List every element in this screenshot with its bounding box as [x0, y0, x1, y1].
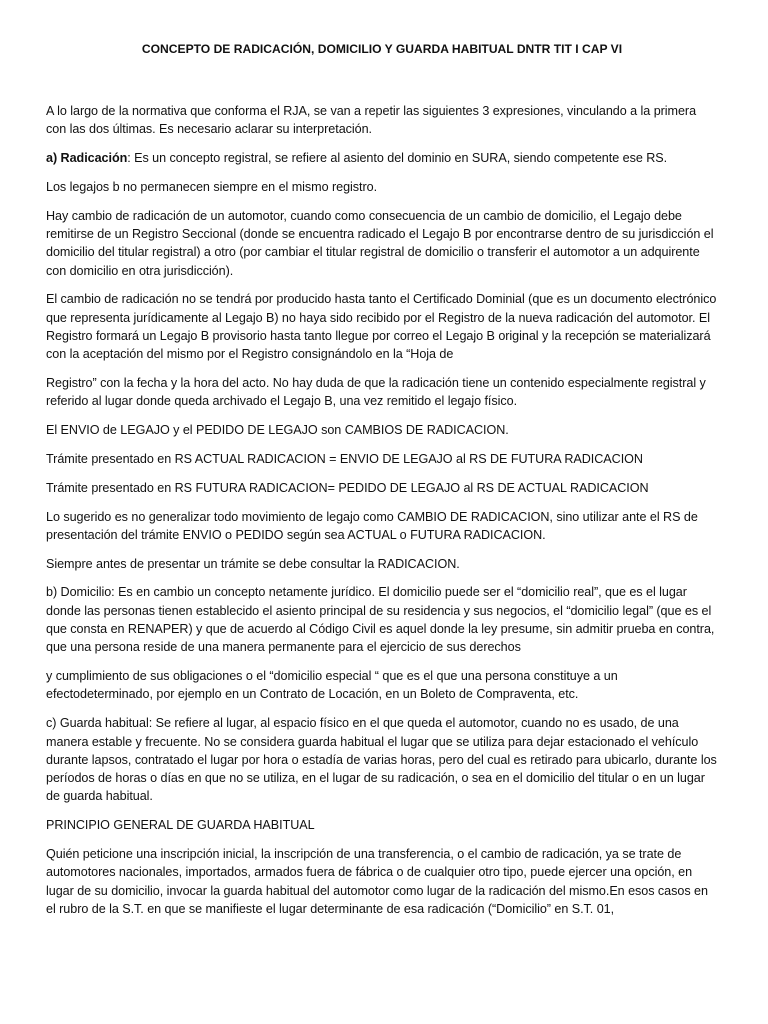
paragraph-tramite-futura: Trámite presentado en RS FUTURA RADICACION= PEDIDO DE LEGAJO al RS DE ACTUAL RADICACION	[46, 480, 649, 495]
paragraph-guarda-habitual: c) Guarda habitual: Se refiere al lugar, al espacio físico en el que queda el automotor, cuando no es usado, de una manera estable y frecuente. No se considera guarda habitual el lugar que se utiliza para dejar estacionado el vehículo durante lapsos, contratado el lugar por hora o estadía de varias horas, pero del cual es retirado para ubicarlo, durante los períodos de horas o días en que no se utiliza, en el lugar de su radicación, o sea en el domicilio del titular o en un lugar de guarda habitual.	[46, 716, 717, 804]
paragraph-radicacion	[46, 149, 718, 167]
paragraph-intro: A lo largo de la normativa que conforma el RJA, se van a repetir las siguientes 3 expresiones, vinculando a la primera con las dos últimas. Es necesario aclarar su interpretación.	[46, 104, 697, 137]
paragraph-quien-peticione: Quién peticione una inscripción inicial, la inscripción de una transferencia, o el cambio de radicación, ya se trate de automotores nacionales, importados, armados fuera de fábrica o de cualquier otro tipo, puede ejercer una opción, en lugar de su domicilio, invocar la guarda habitual del automotor como lugar de la radicación del mismo.En esos casos en el rubro de la S.T. en que se manifieste el lugar determinante de esa radicación (“Domicilio” en S.T. 01,	[46, 847, 708, 916]
paragraph-cambio-radicacion: Hay cambio de radicación de un automotor, cuando como consecuencia de un cambio de domicilio, el Legajo debe remitirse de un Registro Seccional (donde se encuentra radicado el Legajo B por encontrarse dentro de su jurisdicción el domicilio del titular registral) a otro (por cambiar el titular registral de domicilio o transferir el automotor a un adquirente con domicilio en otra jurisdicción).	[46, 208, 714, 278]
paragraph-principio-general: PRINCIPIO GENERAL DE GUARDA HABITUAL	[46, 818, 315, 833]
paragraph-certificado-dominial: El cambio de radicación no se tendrá por producido hasta tanto el Certificado Dominial (que es un documento electrónico que representa jurídicamente al Legajo B) no haya sido recibido por el Registro de la nueva radicación del automotor. El Registro formará un Legajo B provisorio hasta tanto llegue por correo el Legajo B original y la recepción se materializará con la aceptación del mismo por el Registro consignándolo en la “Hoja de	[46, 292, 717, 362]
document-title: CONCEPTO DE RADICACIÓN, DOMICILIO Y GUARDA HABITUAL DNTR TIT I CAP VI	[141, 42, 623, 56]
paragraph-consultar-radicacion: Siempre antes de presentar un trámite se debe consultar la RADICACION.	[46, 556, 460, 571]
paragraph-legajos: Los legajos b no permanecen siempre en el mismo registro.	[46, 179, 378, 194]
paragraph-hoja-de-registro: Registro” con la fecha y la hora del acto. No hay duda de que la radicación tiene un contenido especialmente registral y referido al lugar donde queda archivado el Legajo B, una vez remitido el legajo físico.	[46, 376, 706, 409]
radicacion-text: : Es un concepto registral, se refiere al asiento del dominio en SURA, siendo competente ese RS.	[127, 151, 668, 166]
paragraph-sugerido: Lo sugerido es no generalizar todo movimiento de legajo como CAMBIO DE RADICACION, sino utilizar ante el RS de presentación del trámite ENVIO o PEDIDO según sea ACTUAL o FUTURA RADICACION.	[46, 509, 698, 542]
paragraph-cumplimiento: y cumplimiento de sus obligaciones o el “domicilio especial “ que es el que una persona constituye a un efectodeterminado, por ejemplo en un Contrato de Locación, en un Boleto de Compraventa, etc.	[46, 669, 618, 702]
paragraph-tramite-actual: Trámite presentado en RS ACTUAL RADICACION = ENVIO DE LEGAJO al RS DE FUTURA RADICACION	[46, 451, 643, 466]
paragraph-envio-pedido: El ENVIO de LEGAJO y el PEDIDO DE LEGAJO son CAMBIOS DE RADICACION.	[46, 423, 509, 438]
paragraph-domicilio: b) Domicilio: Es en cambio un concepto netamente jurídico. El domicilio puede ser el “domicilio real”, que es el lugar donde las personas tienen establecido el asiento principal de su residencia y sus negocios, el “domicilio legal” (que es el que consta en RENAPER) y que de acuerdo al Código Civil es aquel donde la ley presume, sin admitir prueba en contra, que una persona reside de una manera permanente para el ejercicio de sus derechos	[46, 585, 715, 655]
radicacion-label: a) Radicación	[46, 151, 128, 166]
